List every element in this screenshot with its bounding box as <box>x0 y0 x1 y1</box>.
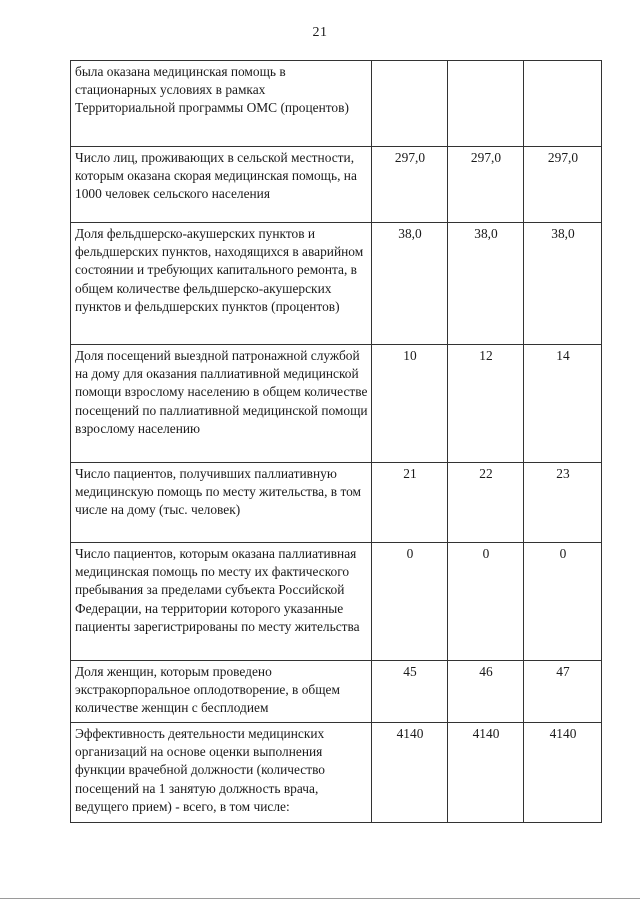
value-cell: 38,0 <box>524 223 602 345</box>
value-cell: 14 <box>524 345 602 463</box>
value-cell: 4140 <box>448 723 524 823</box>
table-row <box>71 543 602 661</box>
value-cell: 22 <box>448 463 524 543</box>
table-row <box>71 61 602 147</box>
table-row <box>71 223 602 345</box>
indicators-table <box>70 60 602 823</box>
indicator-description: Доля женщин, которым проведено экстракорпоральное оплодотворение, в общем количестве женщин с бесплодием <box>71 661 372 723</box>
indicator-description: Доля фельдшерско-акушерских пунктов и фельдшерских пунктов, находящихся в аварийном состоянии и требующих капитального ремонта, в общем количестве фельдшерско-акушерских пунктов и фельдшерских пунктов (процентов) <box>71 223 372 345</box>
indicator-description: Число пациентов, получивших паллиативную медицинскую помощь по месту жительства, в том числе на дому (тыс. человек) <box>71 463 372 543</box>
value-cell <box>448 61 524 147</box>
indicator-description: Число пациентов, которым оказана паллиативная медицинская помощь по месту их фактического пребывания за пределами субъекта Российской Федерации, на территории которого указанные пациенты зарегистрированы по месту жительства <box>71 543 372 661</box>
table-row <box>71 147 602 223</box>
value-cell: 21 <box>372 463 448 543</box>
value-cell: 10 <box>372 345 448 463</box>
value-cell: 4140 <box>372 723 448 823</box>
value-cell: 38,0 <box>372 223 448 345</box>
table-row <box>71 345 602 463</box>
value-cell: 297,0 <box>448 147 524 223</box>
table-row <box>71 723 602 823</box>
table-row <box>71 661 602 723</box>
value-cell: 45 <box>372 661 448 723</box>
value-cell: 0 <box>448 543 524 661</box>
value-cell: 12 <box>448 345 524 463</box>
value-cell: 297,0 <box>372 147 448 223</box>
value-cell: 23 <box>524 463 602 543</box>
indicator-description: Эффективность деятельности медицинских организаций на основе оценки выполнения функции врачебной должности (количество посещений на 1 занятую должность врача, ведущего прием) - всего, в том числе: <box>71 723 372 823</box>
indicator-description: была оказана медицинская помощь в стационарных условиях в рамках Территориальной программы ОМС (процентов) <box>71 61 372 147</box>
value-cell: 0 <box>524 543 602 661</box>
value-cell: 0 <box>372 543 448 661</box>
value-cell <box>524 61 602 147</box>
value-cell: 297,0 <box>524 147 602 223</box>
indicator-description: Доля посещений выездной патронажной службой на дому для оказания паллиативной медицинской помощи взрослому населению в общем количестве посещений по паллиативной медицинской помощи взрослому населению <box>71 345 372 463</box>
page-bottom-divider <box>0 898 640 899</box>
indicator-description: Число лиц, проживающих в сельской местности, которым оказана скорая медицинская помощь, на 1000 человек сельского населения <box>71 147 372 223</box>
value-cell <box>372 61 448 147</box>
value-cell: 38,0 <box>448 223 524 345</box>
value-cell: 46 <box>448 661 524 723</box>
page-number: 21 <box>312 25 328 40</box>
value-cell: 4140 <box>524 723 602 823</box>
value-cell: 47 <box>524 661 602 723</box>
table-row <box>71 463 602 543</box>
